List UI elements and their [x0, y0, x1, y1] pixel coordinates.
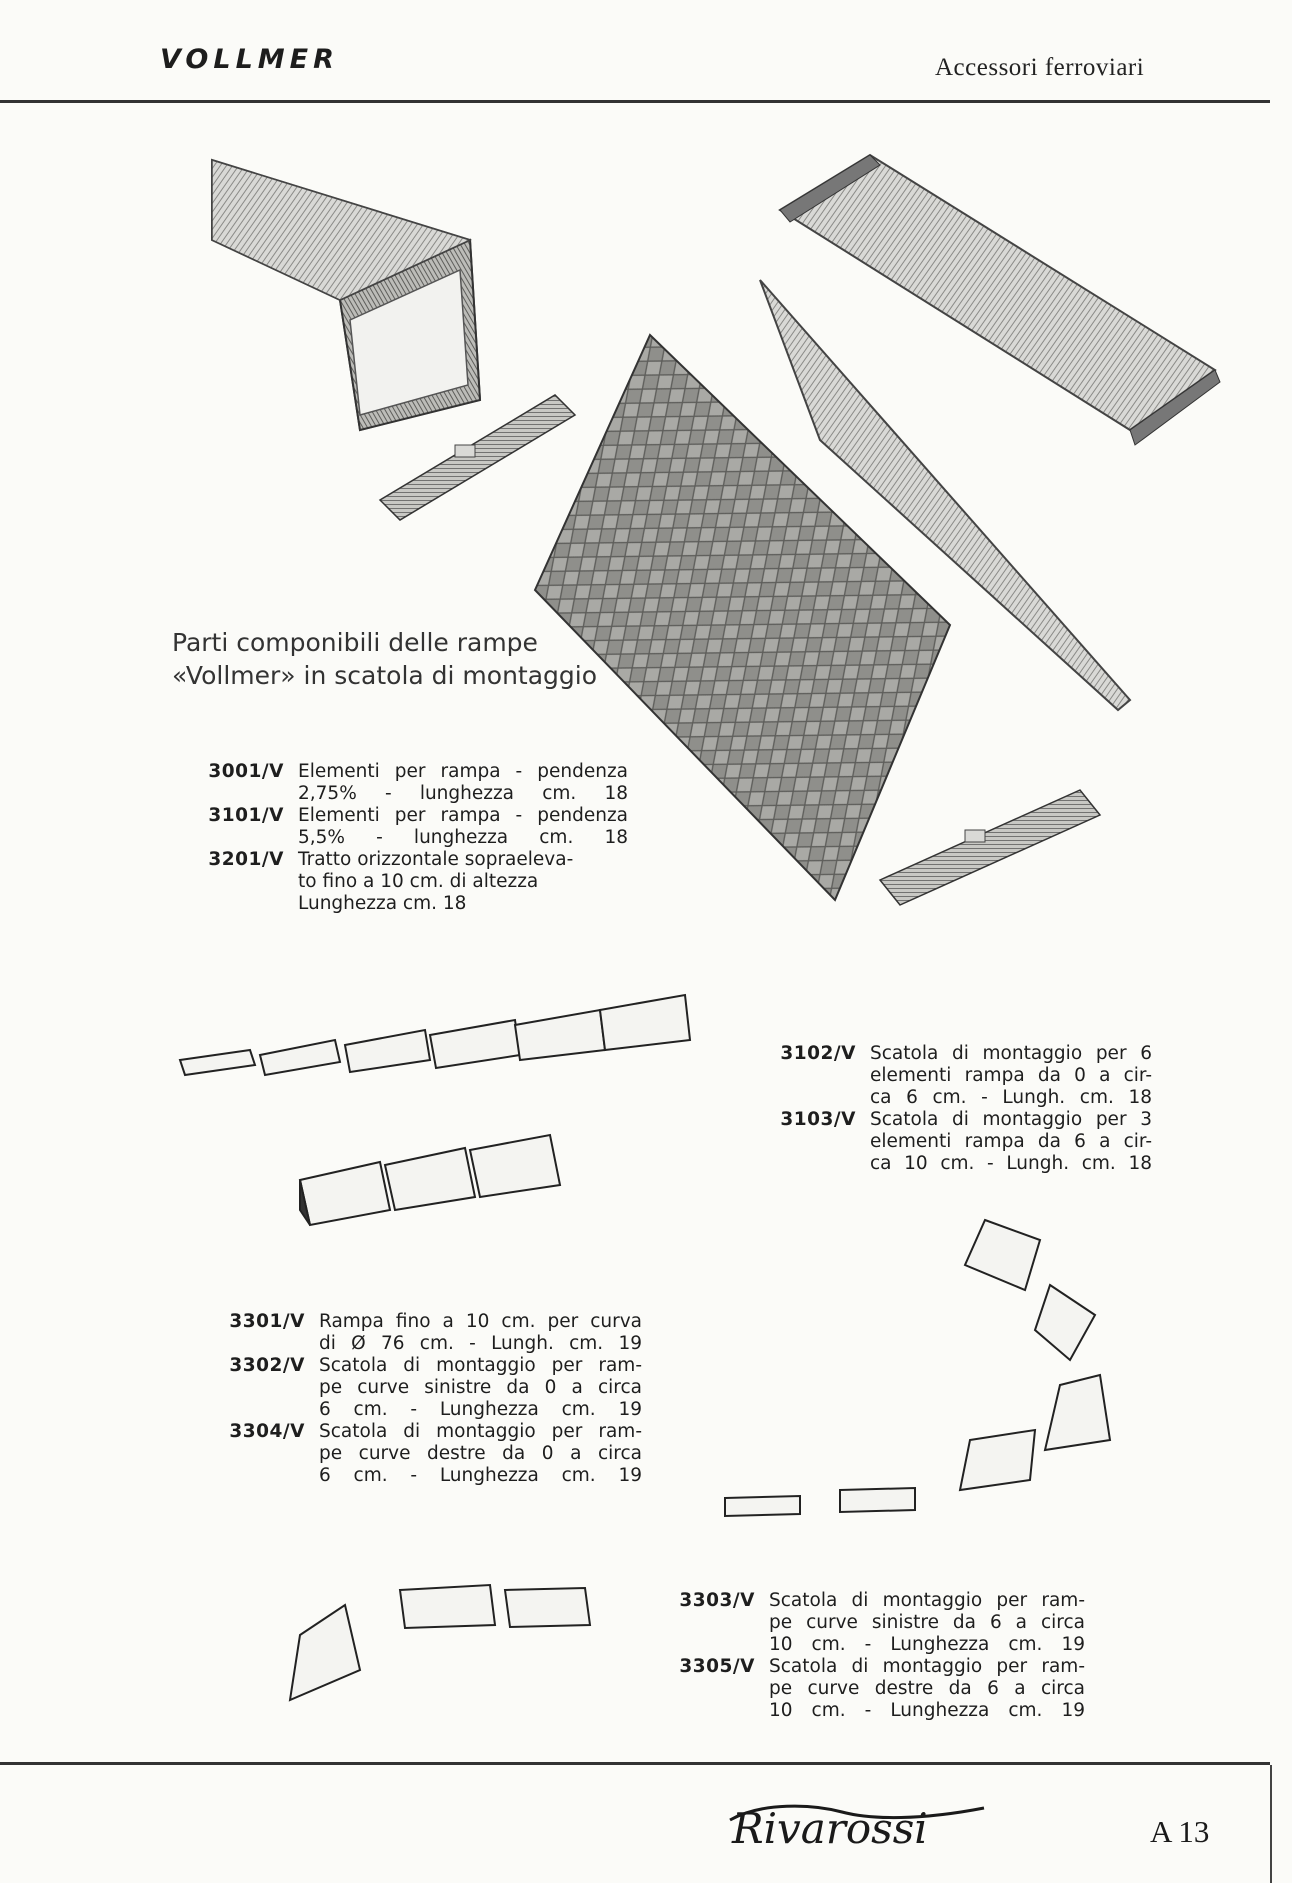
product-code: 3101/V: [208, 805, 284, 826]
list-item: [756, 1043, 1152, 1109]
curved-ramp-left-illustration: [290, 1585, 590, 1700]
product-description: Scatola di montaggio per ram- pe curve sinistre da 6 a circa 10 cm. - Lunghezza cm. 19: [769, 1590, 1085, 1655]
ramp-element-box-illustration: [212, 160, 480, 430]
product-description: Rampa fino a 10 cm. per curva di Ø 76 cm. - Lungh. cm. 19: [319, 1311, 642, 1354]
rivarossi-logo: [722, 1790, 992, 1860]
list-item: [188, 849, 628, 915]
curved-ramps-list-a: [205, 1311, 642, 1487]
product-code: 3304/V: [229, 1421, 305, 1442]
product-code: 3001/V: [208, 761, 284, 782]
connector-clip-illustration-2: [880, 790, 1100, 905]
product-code: 3102/V: [780, 1043, 856, 1064]
product-code: 3301/V: [229, 1311, 305, 1332]
list-item: [756, 1109, 1152, 1175]
product-code: 3303/V: [679, 1590, 755, 1611]
ramp-kits-list: [756, 1043, 1152, 1175]
list-item: [205, 1355, 642, 1421]
curved-ramps-list-b: [655, 1590, 1085, 1722]
list-item: [188, 761, 628, 805]
high-ramp-row-illustration: [300, 1135, 560, 1225]
product-description: Scatola di montaggio per ram- pe curve sinistre da 0 a circa 6 cm. - Lunghezza cm. 19: [319, 1355, 642, 1420]
section-title: Accessori ferroviari: [935, 54, 1145, 81]
product-description: Scatola di montaggio per ram- pe curve destre da 6 a circa 10 cm. - Lunghezza cm. 19: [769, 1656, 1085, 1721]
product-code: 3305/V: [679, 1656, 755, 1677]
brand-name: VOLLMER: [160, 44, 339, 75]
footer-rule: [0, 1762, 1270, 1765]
page-number: A 13: [1150, 1814, 1210, 1849]
product-description: Scatola di montaggio per 6 elementi rampa da 0 a cir- ca 6 cm. - Lungh. cm. 18: [870, 1043, 1152, 1108]
straight-ramp-row-illustration: [180, 995, 690, 1075]
product-description: Elementi per rampa - pendenza 2,75% - lunghezza cm. 18: [298, 761, 628, 804]
product-code: 3302/V: [229, 1355, 305, 1376]
product-description: Scatola di montaggio per ram- pe curve destre da 0 a circa 6 cm. - Lunghezza cm. 19: [319, 1421, 642, 1486]
caption-line-1: Parti componibili delle rampe: [172, 628, 538, 657]
caption-line-2: «Vollmer» in scatola di montaggio: [172, 661, 598, 690]
logo-text: Rivarossi: [732, 1804, 928, 1853]
curved-ramp-right-illustration: [725, 1220, 1110, 1516]
list-item: [655, 1590, 1085, 1656]
list-item: [188, 805, 628, 849]
ramp-elements-list: [188, 761, 628, 915]
product-description: Scatola di montaggio per 3 elementi rampa da 6 a cir- ca 10 cm. - Lungh. cm. 18: [870, 1109, 1152, 1174]
list-item: [205, 1421, 642, 1487]
product-code: 3201/V: [208, 849, 284, 870]
ramp-caption: [172, 626, 597, 692]
page-edge-rule: [1270, 1765, 1272, 1883]
product-code: 3103/V: [780, 1109, 856, 1130]
list-item: [655, 1656, 1085, 1722]
product-description: Tratto orizzontale sopraeleva- to fino a 10 cm. di altezza Lunghezza cm. 18: [298, 849, 574, 914]
product-description: Elementi per rampa - pendenza 5,5% - lunghezza cm. 18: [298, 805, 628, 848]
list-item: [205, 1311, 642, 1355]
